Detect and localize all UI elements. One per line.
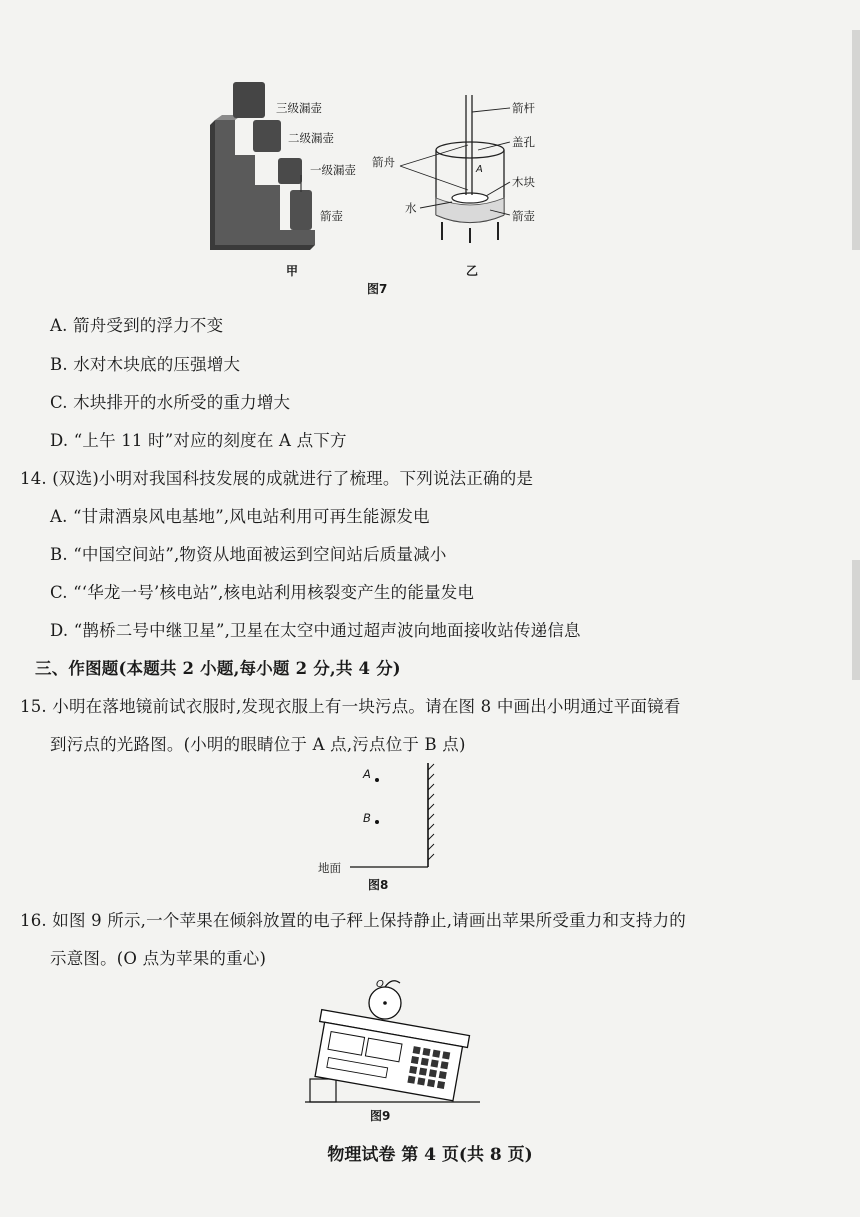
- label-third-pot: 三级漏壶: [276, 101, 322, 115]
- figure7-yi-caption: 乙: [466, 264, 479, 278]
- q14-option-c: C. “‘华龙一号’核电站”,核电站利用核裂变产生的能量发电: [50, 583, 475, 602]
- label-second-pot: 二级漏壶: [288, 131, 334, 145]
- label-hole: 盖孔: [512, 135, 535, 149]
- q15-line2: 到污点的光路图。(小明的眼睛位于 A 点,污点位于 B 点): [50, 735, 466, 754]
- q13-option-c: C. 木块排开的水所受的重力增大: [50, 393, 291, 412]
- label-water: 水: [405, 201, 417, 215]
- section-heading: 三、作图题(本题共 2 小题,每小题 2 分,共 4 分): [35, 659, 401, 678]
- figure8-point-a: A: [363, 767, 371, 781]
- q13-option-b: B. 水对木块底的压强增大: [50, 355, 241, 374]
- figure8-point-b: B: [363, 811, 371, 825]
- q14-option-d: D. “鹊桥二号中继卫星”,卫星在太空中通过超声波向地面接收站传递信息: [50, 621, 581, 640]
- figure9: [300, 975, 490, 1125]
- label-point-a: A: [476, 164, 483, 175]
- figure9-title: 图9: [370, 1109, 391, 1123]
- label-block: 木块: [512, 175, 535, 189]
- figure8-ground-label: 地面: [318, 861, 341, 875]
- label-first-pot: 一级漏壶: [310, 163, 356, 177]
- q13-option-d: D. “上午 11 时”对应的刻度在 A 点下方: [50, 431, 347, 450]
- label-arrow-pot: 箭壶: [320, 209, 343, 223]
- page-edge-shadow: [852, 30, 860, 250]
- page-footer: 物理试卷 第 4 页(共 8 页): [327, 1145, 533, 1165]
- q14-stem: 14. (双选)小明对我国科技发展的成就进行了梳理。下列说法正确的是: [20, 469, 534, 488]
- figure8-title: 图8: [368, 878, 389, 892]
- q16-line2: 示意图。(O 点为苹果的重心): [50, 949, 267, 968]
- figure7-yi: [360, 90, 560, 260]
- figure7-jia-caption: 甲: [286, 264, 299, 278]
- figure7-title: 图7: [367, 282, 388, 296]
- q16-line1: 16. 如图 9 所示,一个苹果在倾斜放置的电子秤上保持静止,请画出苹果所受重力和支持力的: [20, 911, 686, 930]
- q14-option-b: B. “中国空间站”,物资从地面被运到空间站后质量减小: [50, 545, 447, 564]
- label-rod: 箭杆: [512, 101, 535, 115]
- label-boat: 箭舟: [372, 155, 395, 169]
- page-edge-shadow: [852, 560, 860, 680]
- q15-line1: 15. 小明在落地镜前试衣服时,发现衣服上有一块污点。请在图 8 中画出小明通过平面镜看: [20, 697, 681, 716]
- scale-apple-diagram: [300, 975, 490, 1125]
- q14-option-a: A. “甘肃酒泉风电基地”,风电站利用可再生能源发电: [50, 507, 430, 526]
- label-vessel: 箭壶: [512, 209, 535, 223]
- q13-option-a: A. 箭舟受到的浮力不变: [50, 316, 224, 335]
- figure8: [300, 758, 460, 893]
- figure9-point-o: O: [376, 979, 384, 990]
